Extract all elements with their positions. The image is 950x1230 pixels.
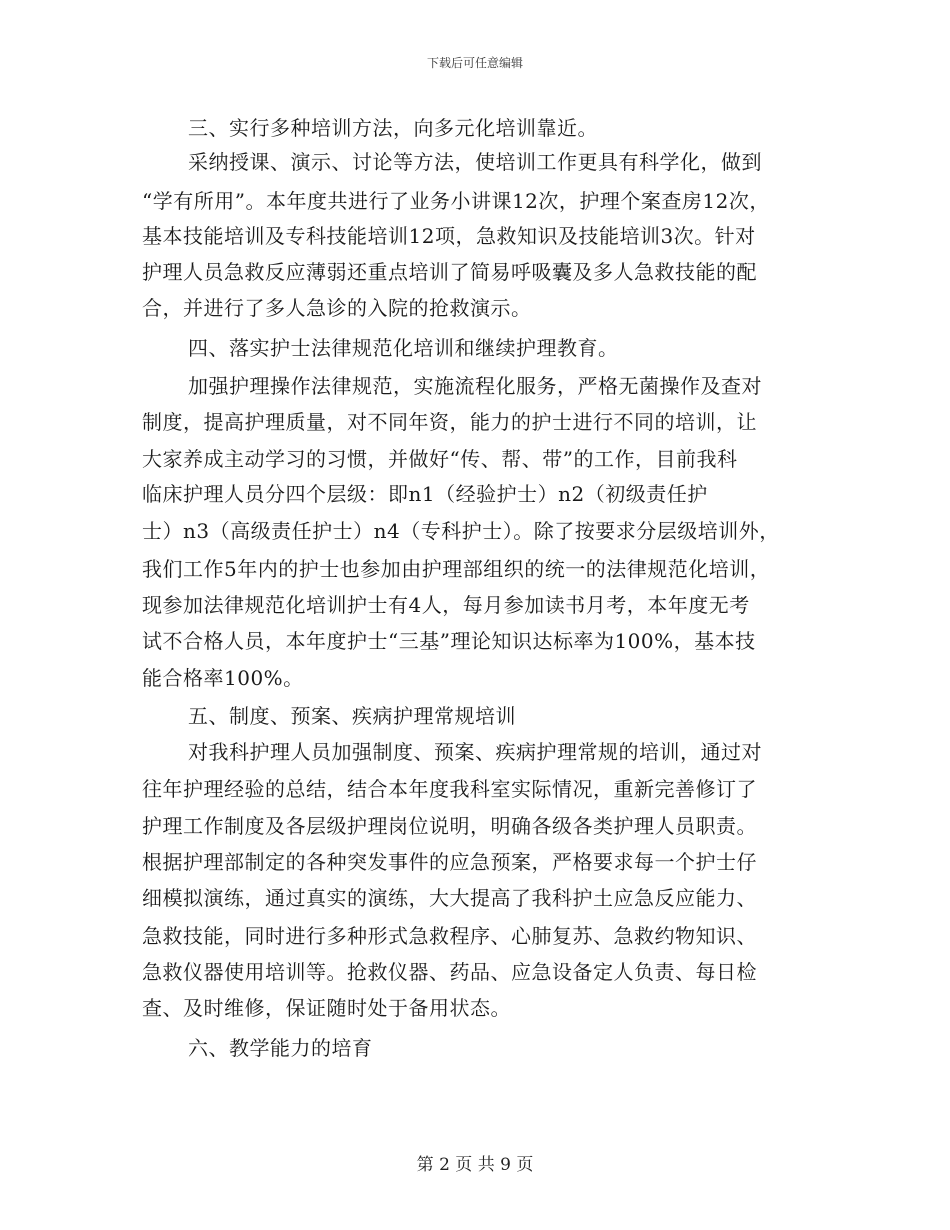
section-heading: 四、落实护士法律规范化培训和继续护理教育。 xyxy=(188,336,619,360)
paragraph-line: 急救技能，同时进行多种形式急救程序、心肺复苏、急救约物知识、 xyxy=(142,924,757,948)
paragraph-line: 制度，提高护理质量，对不同年资，能力的护士进行不同的培训，让 xyxy=(142,410,757,434)
paragraph-line: 我们工作5年内的护士也参加由护理部组织的统一的法律规范化培训， xyxy=(142,557,771,581)
page-number: 第 2 页 共 9 页 xyxy=(416,1155,534,1175)
paragraph-line: 现参加法律规范化培训护士有4人，每月参加读书月考，本年度无考 xyxy=(142,593,750,617)
paragraph-line: 采纳授课、演示、讨论等方法，使培训工作更具有科学化，做到 xyxy=(188,150,762,174)
paragraph-line: 大家养成主动学习的习惯，并做好“传、帮、带”的工作，目前我科 xyxy=(142,447,738,471)
paragraph-line: 合，并进行了多人急诊的入院的抢救演示。 xyxy=(142,296,532,320)
paragraph-line: 细模拟演练，通过真实的演练，大大提高了我科护土应急反应能力、 xyxy=(142,886,757,910)
paragraph-line: 试不合格人员，本年度护士“三基”理论知识达标率为100%，基本技 xyxy=(142,629,756,653)
paragraph-line: 加强护理操作法律规范，实施流程化服务，严格无菌操作及查对 xyxy=(188,374,762,398)
section-heading: 三、实行多种培训方法，向多元化培训靠近。 xyxy=(188,116,598,140)
paragraph-line: “学有所用”。本年度共进行了业务小讲课12次，护理个案查房12次， xyxy=(142,189,770,213)
paragraph-line: 护理人员急救反应薄弱还重点培训了简易呼吸囊及多人急救技能的配 xyxy=(142,260,757,284)
section-heading: 六、教学能力的培育 xyxy=(188,1036,373,1060)
paragraph-line: 基本技能培训及专科技能培训12项，急救知识及技能培训3次。针对 xyxy=(142,224,756,248)
paragraph-line: 能合格率100%。 xyxy=(142,666,304,690)
paragraph-line: 往年护理经验的总结，结合本年度我科室实际情况，重新完善修订了 xyxy=(142,777,757,801)
section-heading: 五、制度、预案、疾病护理常规培训 xyxy=(188,704,516,728)
paragraph-line: 急救仪器使用培训等。抢救仪器、药品、应急设备定人负责、每日检 xyxy=(142,960,757,984)
paragraph-line: 临床护理人员分四个层级：即n1（经验护士）n2（初级责任护 xyxy=(142,482,708,506)
paragraph-line: 对我科护理人员加强制度、预案、疾病护理常规的培训，通过对 xyxy=(188,740,762,764)
paragraph-line: 护理工作制度及各层级护理岗位说明，明确各级各类护理人员职责。 xyxy=(142,814,757,838)
paragraph-line: 查、及时维修，保证随时处于备用状态。 xyxy=(142,996,511,1020)
paragraph-line: 士）n3（高级责任护士）n4（专科护士）。除了按要求分层级培训外， xyxy=(142,519,780,543)
paragraph-line: 根据护理部制定的各种突发事件的应急预案，严格要求每一个护士仔 xyxy=(142,850,757,874)
download-note: 下载后可任意编辑 xyxy=(426,56,523,70)
